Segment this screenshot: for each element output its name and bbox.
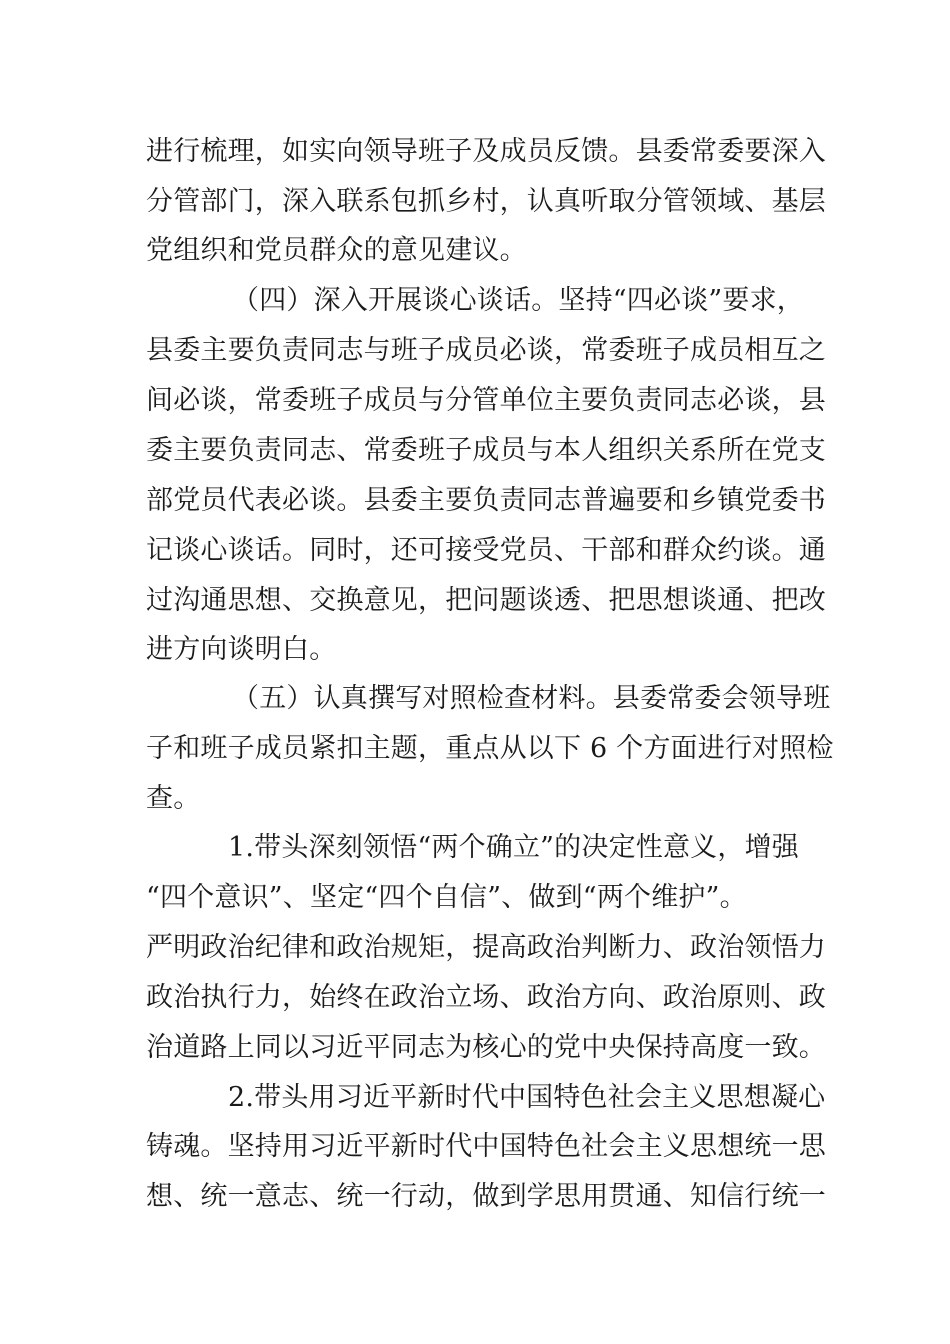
text-line: 部党员代表必谈。县委主要负责同志普遍要和乡镇党委书 [146, 485, 826, 516]
text-line: 分管部门，深入联系包抓乡村，认真听取分管领域、基层 [146, 186, 826, 217]
text-line: 子和班子成员紧扣主题，重点从以下 6 个方面进行对照检 [146, 733, 834, 764]
text-line: 党组织和党员群众的意见建议。 [146, 235, 527, 266]
text-line: 过沟通思想、交换意见，把问题谈透、把思想谈通、把改 [146, 585, 826, 616]
text-line: 查。 [146, 783, 201, 814]
section-heading-line: （四）深入开展谈心谈话。坚持“四必谈”要求， [232, 285, 805, 316]
text-line: 想、统一意志、统一行动，做到学思用贯通、知信行统一 [146, 1181, 826, 1212]
text-line: 县委主要负责同志与班子成员必谈，常委班子成员相互之 [146, 335, 826, 366]
text-line: 间必谈，常委班子成员与分管单位主要负责同志必谈，县 [146, 385, 826, 416]
list-item-line: 1.带头深刻领悟“两个确立”的决定性意义，增强 [228, 832, 799, 863]
text-line: 记谈心谈话。同时，还可接受党员、干部和群众约谈。通 [146, 535, 826, 566]
text-line: 治道路上同以习近平同志为核心的党中央保持高度一致。 [146, 1032, 826, 1063]
list-item-line: 2.带头用习近平新时代中国特色社会主义思想凝心 [228, 1082, 826, 1113]
text-line: 严明政治纪律和政治规矩，提高政治判断力、政治领悟力 [146, 932, 826, 963]
text-line: 委主要负责同志、常委班子成员与本人组织关系所在党支 [146, 435, 826, 466]
text-line: 进方向谈明白。 [146, 634, 337, 665]
text-line: 进行梳理，如实向领导班子及成员反馈。县委常委要深入 [146, 136, 826, 167]
text-line: 铸魂。坚持用习近平新时代中国特色社会主义思想统一思 [146, 1131, 826, 1162]
section-heading-line: （五）认真撰写对照检查材料。县委常委会领导班 [232, 683, 831, 714]
text-line: “四个意识”、坚定“四个自信”、做到“两个维护”。 [146, 882, 747, 913]
text-line: 政治执行力，始终在政治立场、政治方向、政治原则、政 [146, 982, 826, 1013]
